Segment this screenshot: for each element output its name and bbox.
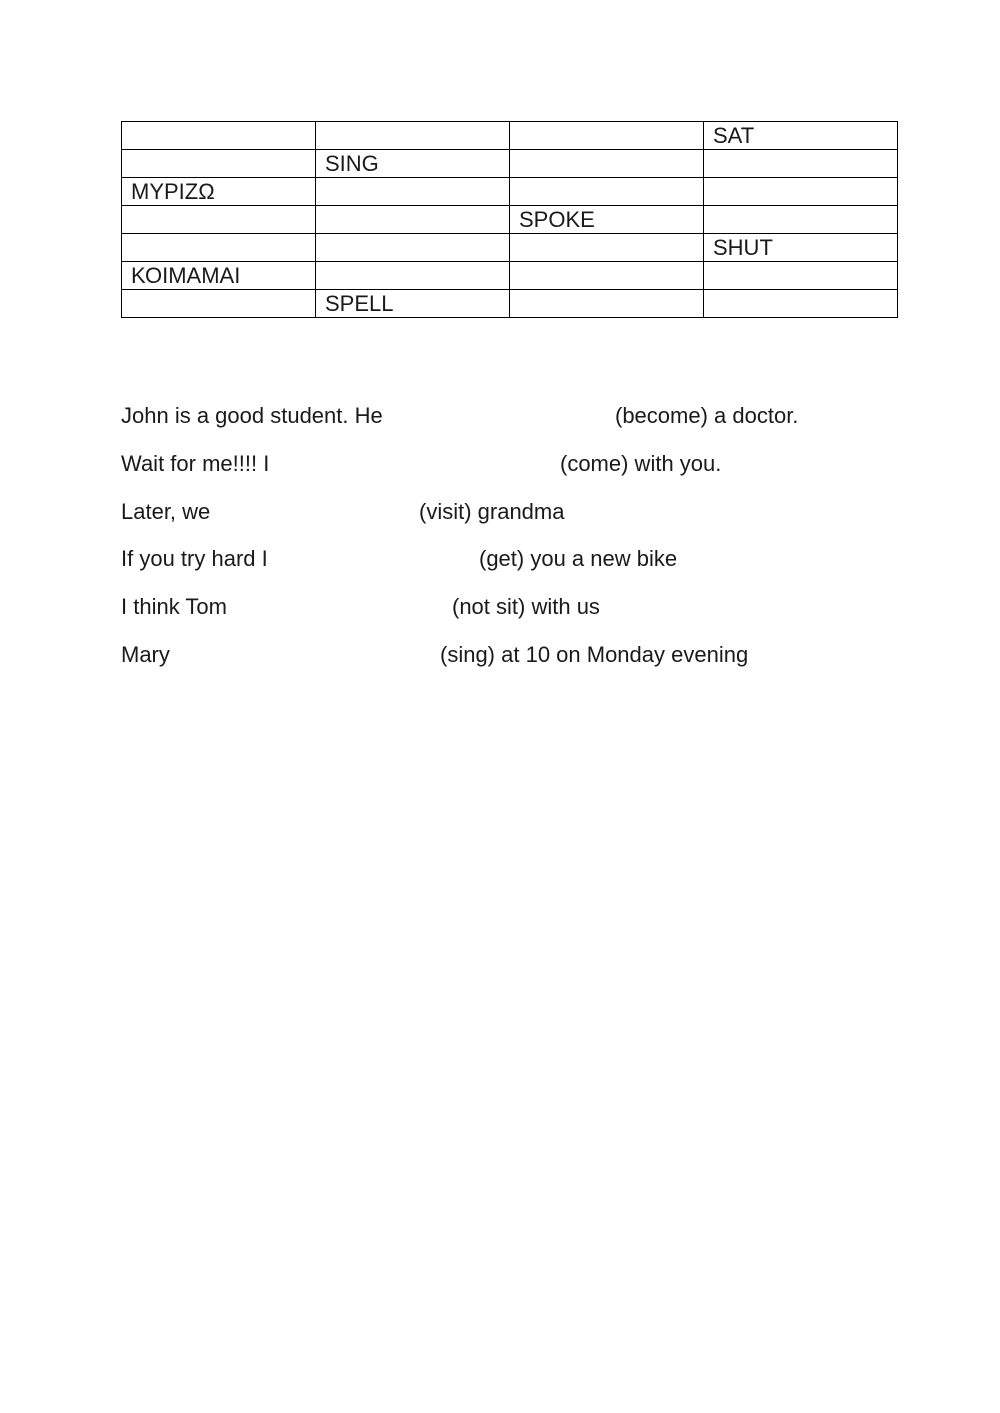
exercise-sentence [121, 641, 749, 669]
table-row [122, 150, 898, 178]
sentence-start: Wait for me!!!! I [121, 451, 270, 476]
table-row [122, 122, 898, 150]
exercise-sentence [121, 450, 722, 478]
table-cell[interactable] [510, 122, 704, 150]
table-cell[interactable] [704, 150, 898, 178]
sentence-start: Mary [121, 642, 170, 667]
sentence-start: John is a good student. He [121, 403, 383, 428]
table-cell[interactable] [510, 150, 704, 178]
table-cell[interactable] [122, 206, 316, 234]
table-row [122, 206, 898, 234]
table-cell[interactable] [122, 234, 316, 262]
exercise-sentence [121, 593, 600, 621]
table-cell[interactable]: ΜΥΡΙΖΩ [122, 178, 316, 206]
verb-hint: (not sit) with us [452, 594, 600, 619]
table-cell[interactable]: SPOKE [510, 206, 704, 234]
table-cell[interactable]: SAT [704, 122, 898, 150]
table-cell[interactable] [704, 262, 898, 290]
verb-hint: (become) a doctor. [615, 403, 799, 428]
table-cell[interactable] [510, 234, 704, 262]
verb-hint: (visit) grandma [419, 499, 565, 524]
table-row [122, 234, 898, 262]
table-cell[interactable] [704, 178, 898, 206]
table-cell[interactable] [510, 178, 704, 206]
table-cell[interactable] [316, 234, 510, 262]
table-cell[interactable] [316, 206, 510, 234]
table-cell[interactable] [316, 178, 510, 206]
verb-hint: (sing) at 10 on Monday evening [440, 642, 749, 667]
table-cell[interactable] [510, 290, 704, 318]
table-cell[interactable]: SING [316, 150, 510, 178]
table-row [122, 262, 898, 290]
table-cell[interactable] [122, 290, 316, 318]
table-cell[interactable] [316, 122, 510, 150]
table-row [122, 290, 898, 318]
table-cell[interactable] [704, 206, 898, 234]
exercise-sentence [121, 402, 799, 430]
verb-hint: (come) with you. [560, 451, 722, 476]
table-cell[interactable]: SPELL [316, 290, 510, 318]
table-cell[interactable] [122, 122, 316, 150]
table-cell[interactable] [704, 290, 898, 318]
verb-forms-table [121, 121, 898, 318]
table-cell[interactable]: ΚΟΙΜΑΜΑΙ [122, 262, 316, 290]
sentence-start: Later, we [121, 499, 211, 524]
exercise-sentence [121, 498, 565, 526]
table-cell[interactable] [122, 150, 316, 178]
sentence-start: I think Tom [121, 594, 227, 619]
sentence-start: If you try hard I [121, 546, 268, 571]
table-cell[interactable] [510, 262, 704, 290]
table-cell[interactable] [316, 262, 510, 290]
table-row [122, 178, 898, 206]
table-cell[interactable]: SHUT [704, 234, 898, 262]
verb-hint: (get) you a new bike [479, 546, 678, 571]
exercise-sentence [121, 545, 678, 573]
